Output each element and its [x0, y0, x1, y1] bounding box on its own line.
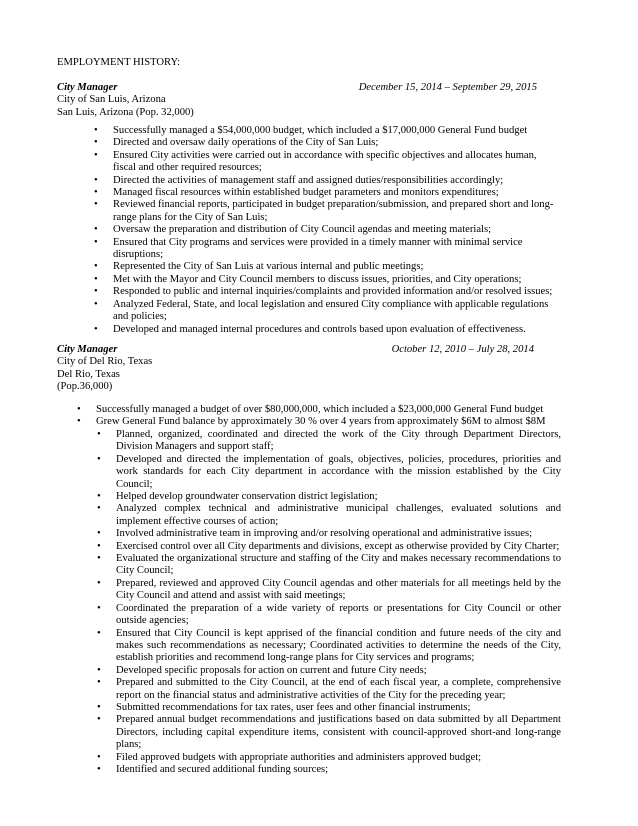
list-item — [97, 528, 561, 540]
list-item-text: Oversaw the preparation and distribution of City Council agendas and meeting materials; — [113, 224, 492, 236]
list-item-text: Prepared annual budget recommendations and justifications based on data submitted by all Department Directors, including capital expenditure items, consistent with council-approved short-and long-range plans; — [116, 714, 561, 751]
list-item — [97, 763, 561, 776]
job2-location: Del Rio, Texas — [57, 368, 120, 380]
job2-population: (Pop.36,000) — [57, 381, 113, 393]
list-item-text: Managed fiscal resources within established budget parameters and monitors expenditures; — [113, 187, 499, 199]
list-item-text: Developed and directed the implementation of goals, objectives, policies, procedures, priorities and work standards for each City department in accordance with the mission established by the City Council; — [116, 453, 561, 490]
job2-title: City Manager — [57, 344, 118, 355]
list-item-text: Grew General Fund balance by approximately 30 % over 4 years from approximately $6M to almost $8M — [96, 416, 546, 428]
bullet-icon: • — [97, 577, 101, 589]
bullet-icon: • — [94, 187, 98, 199]
list-item-text: Reviewed financial reports, participated in budget preparation/submission, and prepared short and long-range plans for the City of San Luis; — [113, 199, 554, 223]
list-item — [94, 125, 561, 137]
bullet-icon: • — [77, 416, 81, 428]
bullet-icon: • — [94, 224, 98, 236]
list-item — [94, 298, 561, 324]
list-item-text: Exercised control over all City departments and divisions, except as otherwise provided by City Charter; — [116, 540, 560, 552]
bullet-icon: • — [97, 627, 101, 639]
list-item — [94, 187, 561, 199]
list-item-text: Identified and secured additional funding sources; — [116, 763, 329, 775]
list-item-text: Ensured that City Council is kept apprised of the financial condition and future needs of the city and makes such recommendations as necessary; Coordinated activities to determine the needs of the City, establish priorities and recommend long-range plans for City services and programs; — [116, 627, 561, 664]
list-item-text: Directed and oversaw daily operations of the City of San Luis; — [113, 137, 379, 149]
list-item — [97, 540, 561, 553]
bullet-icon: • — [94, 199, 98, 211]
list-item — [97, 429, 561, 454]
section-heading: EMPLOYMENT HISTORY: — [57, 57, 181, 68]
bullet-icon: • — [97, 714, 101, 726]
bullet-icon: • — [77, 404, 81, 415]
bullet-icon: • — [97, 453, 101, 465]
job2-header — [57, 344, 537, 394]
bullet-icon: • — [97, 553, 101, 565]
bullet-icon: • — [97, 540, 101, 552]
list-item-text: Coordinated the preparation of a wide variety of reports or presentations for City Council or other outside agencies; — [116, 602, 561, 627]
bullet-icon: • — [97, 602, 101, 614]
list-item-text: Analyzed complex technical and administrative municipal challenges, evaluated solutions and implement effective courses of action; — [116, 503, 561, 527]
job2-bullet-list — [97, 429, 561, 776]
list-item — [94, 224, 561, 236]
list-item-text: Involved administrative team in improving and/or resolving operational and administrative issues; — [116, 528, 533, 540]
list-item-text: Developed specific proposals for action on current and future City needs; — [116, 664, 427, 676]
list-item-text: Directed the activities of management staff and assigned duties/responsibilities accordingly; — [113, 174, 504, 186]
list-item — [94, 323, 561, 336]
list-item — [97, 714, 561, 751]
bullet-icon: • — [97, 491, 101, 503]
job1-location: San Luis, Arizona (Pop. 32,000) — [57, 106, 194, 118]
list-item — [94, 137, 561, 149]
list-item — [97, 664, 561, 677]
list-item — [97, 491, 561, 503]
bullet-icon: • — [94, 298, 98, 310]
list-item — [77, 416, 561, 428]
list-item — [97, 627, 561, 665]
bullet-icon: • — [97, 701, 101, 713]
bullet-icon: • — [94, 149, 98, 161]
list-item-text: Evaluated the organizational structure and staffing of the City and makes necessary recommendations to City Council; — [116, 553, 561, 577]
list-item-text: Successfully managed a $54,000,000 budget, which included a $17,000,000 General Fund budget — [113, 125, 528, 136]
list-item-text: Met with the Mayor and City Council members to discuss issues, priorities, and City operations; — [113, 273, 522, 285]
job2-summary-list — [77, 404, 561, 429]
list-item-text: Responded to public and internal inquiries/complaints and provided information and/or resolved issues; — [113, 286, 553, 298]
list-item — [97, 503, 561, 528]
bullet-icon: • — [97, 763, 101, 775]
bullet-icon: • — [94, 286, 98, 298]
list-item-text: Analyzed Federal, State, and local legislation and ensured City compliance with applicable regulations and policies; — [113, 298, 549, 323]
list-item — [97, 453, 561, 491]
list-item-text: Ensured City activities were carried out in accordance with specific objectives and allocates human, fiscal and other required resources; — [113, 149, 537, 174]
bullet-icon: • — [97, 528, 101, 540]
bullet-icon: • — [94, 273, 98, 285]
list-item — [97, 602, 561, 628]
list-item — [97, 553, 561, 578]
list-item — [97, 701, 561, 714]
list-item — [97, 751, 561, 764]
list-item — [97, 677, 561, 702]
bullet-icon: • — [97, 677, 101, 689]
job1-title: City Manager — [57, 82, 118, 93]
list-item-text: Helped develop groundwater conservation district legislation; — [116, 491, 378, 503]
job2-org: City of Del Rio, Texas — [57, 356, 153, 368]
list-item — [94, 199, 561, 224]
list-item-text: Planned, organized, coordinated and directed the work of the City through Department Directors, Division Managers and support staff; — [116, 429, 561, 453]
list-item — [94, 174, 561, 187]
list-item — [94, 273, 561, 286]
job2-dates: October 12, 2010 – July 28, 2014 — [391, 344, 534, 355]
list-item-text: Filed approved budgets with appropriate authorities and administers approved budget; — [116, 751, 482, 763]
job1-header — [57, 82, 537, 119]
list-item — [94, 286, 561, 298]
job1-dates: December 15, 2014 – September 29, 2015 — [358, 82, 537, 93]
job1-bullet-list — [94, 125, 561, 336]
list-item — [77, 404, 561, 416]
bullet-icon: • — [94, 236, 98, 248]
bullet-icon: • — [94, 174, 98, 186]
bullet-icon: • — [97, 751, 101, 763]
list-item — [94, 236, 561, 262]
list-item-text: Prepared, reviewed and approved City Council agendas and other materials for all meetings held by the City Council and attend and assist with said meetings; — [116, 577, 561, 602]
list-item — [97, 577, 561, 603]
job1-org: City of San Luis, Arizona — [57, 94, 166, 106]
list-item-text: Represented the City of San Luis at various internal and public meetings; — [113, 261, 424, 273]
list-item-text: Ensured that City programs and services were provided in a timely manner with minimal service disruptions; — [113, 236, 523, 261]
list-item — [94, 149, 561, 175]
bullet-icon: • — [94, 137, 98, 149]
bullet-icon: • — [94, 261, 98, 273]
bullet-icon: • — [94, 125, 98, 136]
list-item-text: Submitted recommendations for tax rates, user fees and other financial instruments; — [116, 701, 471, 713]
list-item-text: Prepared and submitted to the City Council, at the end of each fiscal year, a complete, comprehensive report on the financial status and administrative activities of the City for the preceding year; — [116, 677, 561, 701]
bullet-icon: • — [94, 323, 98, 335]
bullet-icon: • — [97, 664, 101, 676]
list-item-text: Developed and managed internal procedures and controls based upon evaluation of effectiveness. — [113, 323, 526, 335]
bullet-icon: • — [97, 429, 101, 440]
list-item-text: Successfully managed a budget of over $80,000,000, which included a $23,000,000 General Fund budget — [96, 404, 544, 415]
list-item — [94, 261, 561, 273]
bullet-icon: • — [97, 503, 101, 515]
